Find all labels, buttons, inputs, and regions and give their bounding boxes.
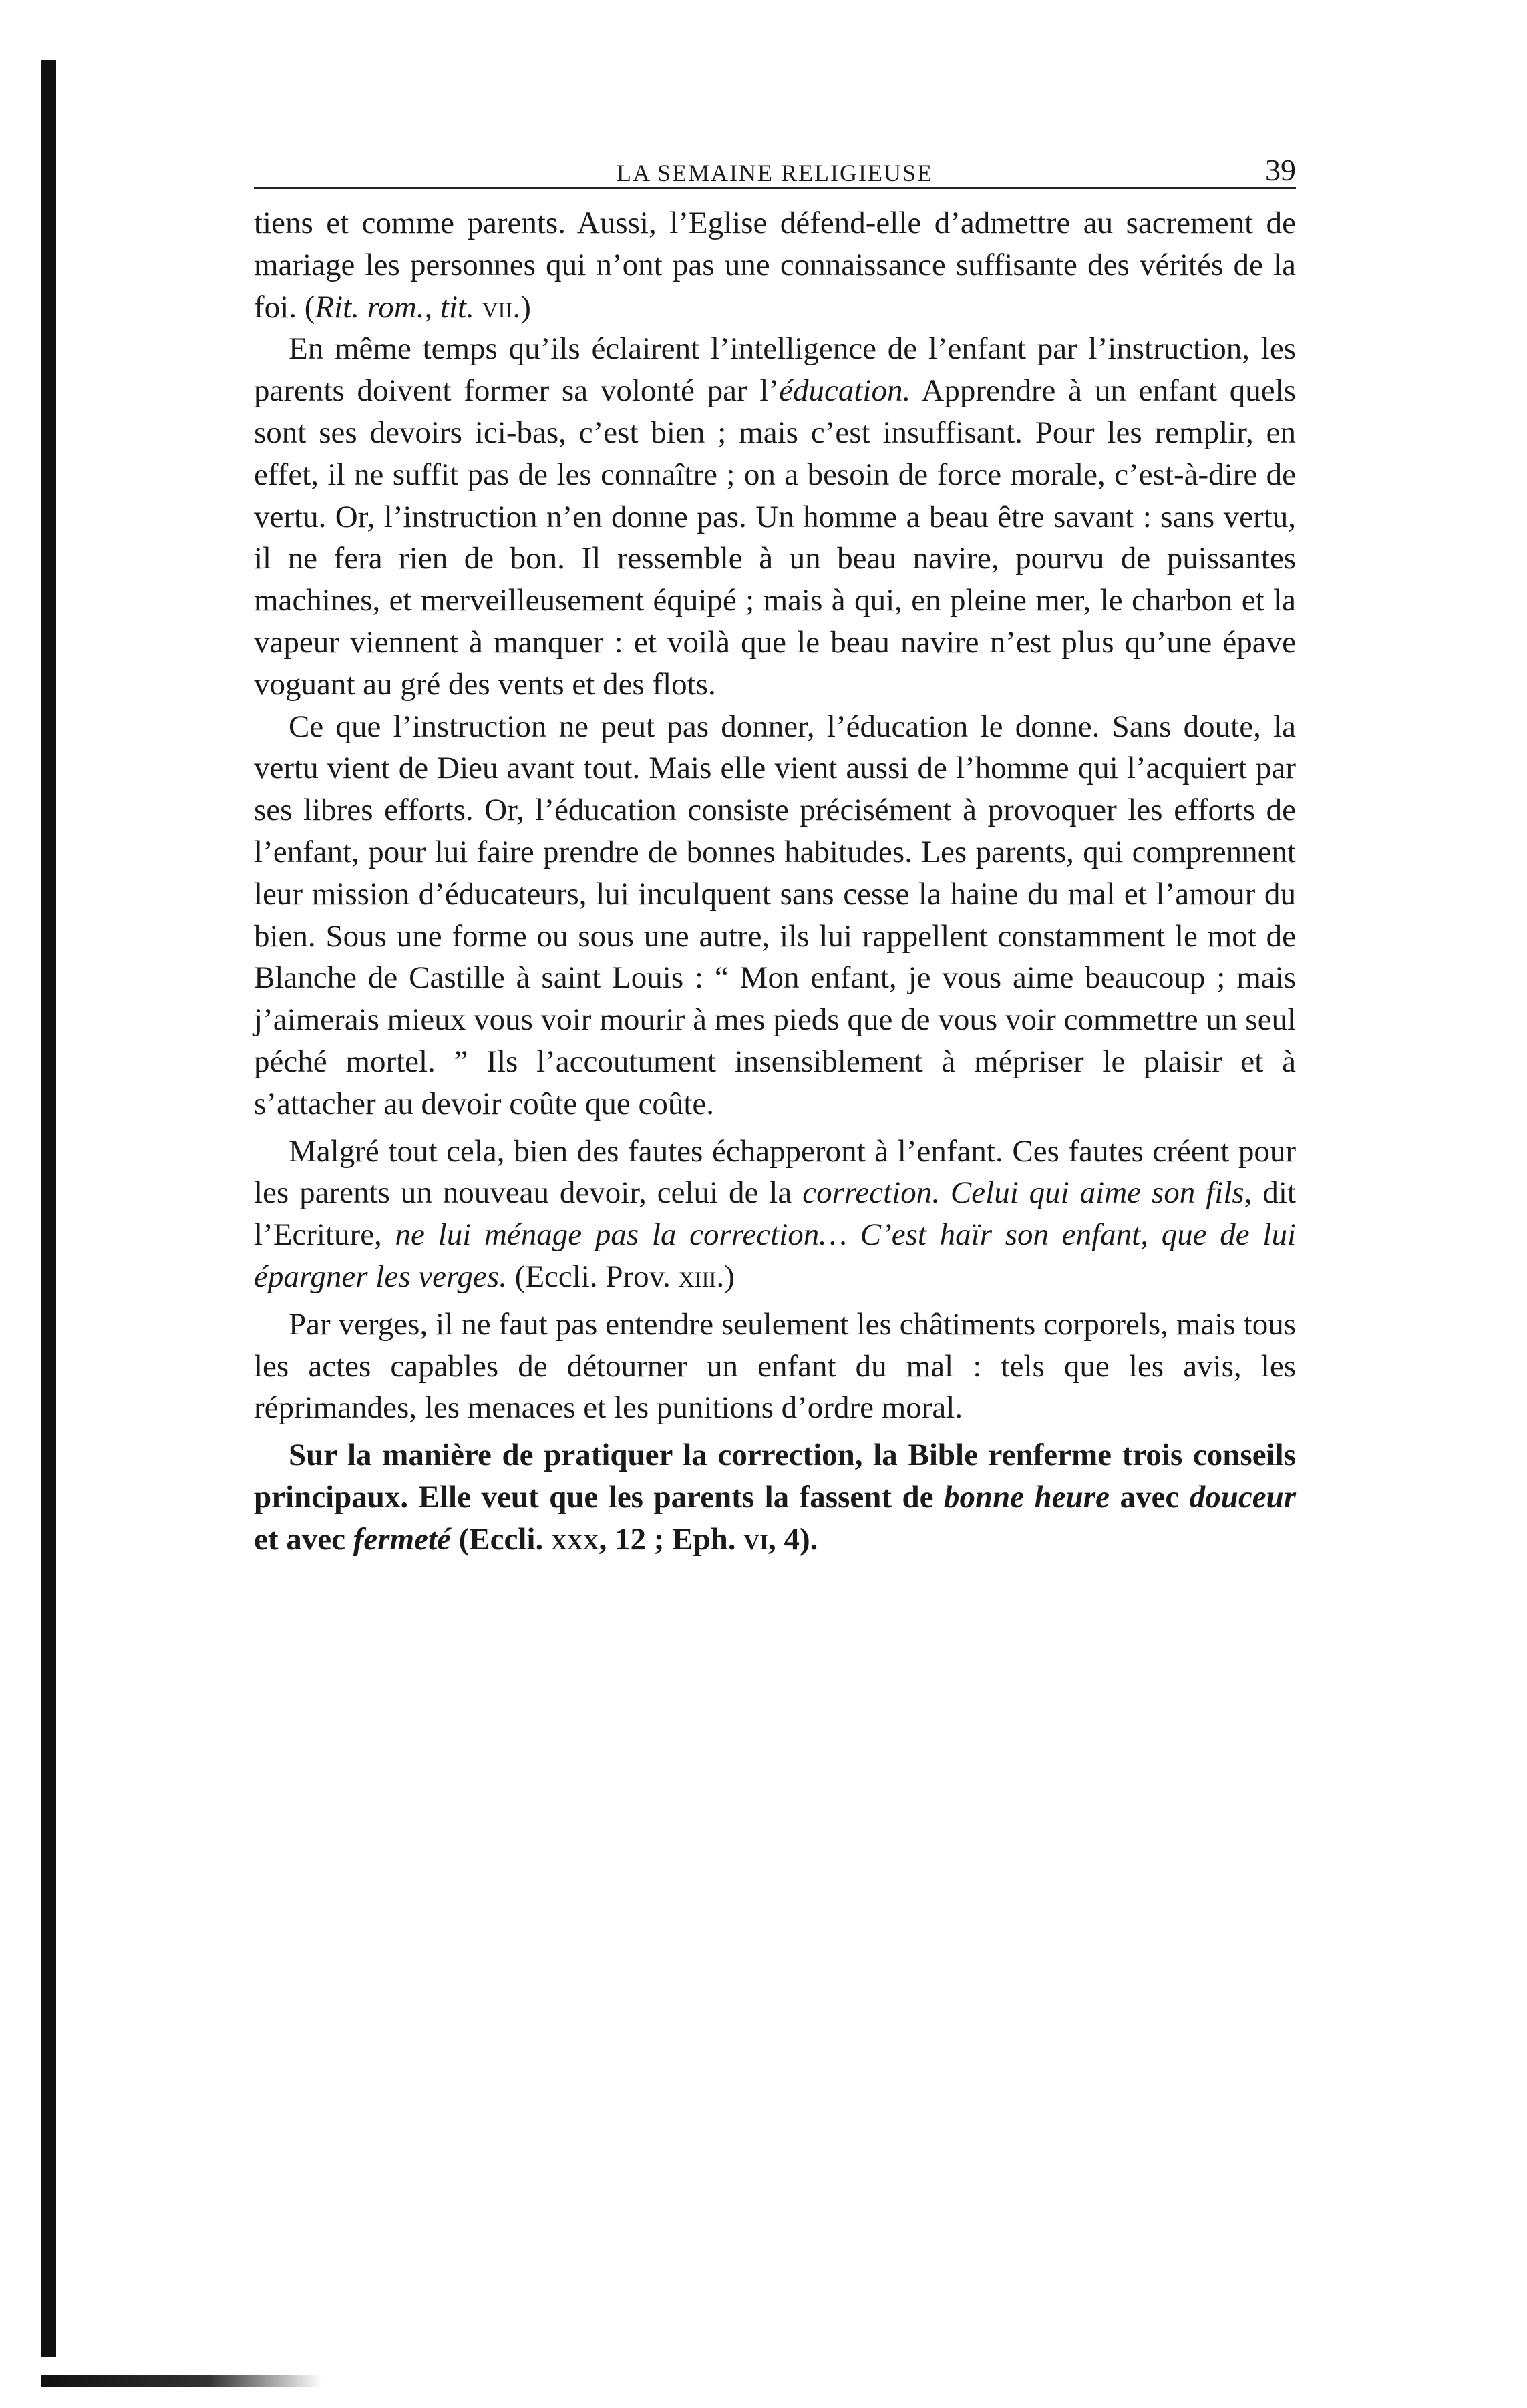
- paragraph-6-citation-number-1: xxx: [550, 1521, 599, 1557]
- paragraph-6-emphasis-1: bonne heure: [944, 1479, 1110, 1515]
- paragraph-1-citation-number: vii: [482, 289, 513, 325]
- paragraph-4-text: Malgré tout cela, bien des fautes échapperont à l’enfant. Ces fautes créent pour les parents un nouveau devoir, celui de la: [254, 1133, 1296, 1211]
- page-binding-edge: [41, 60, 56, 2357]
- paragraph-4-citation-number: xiii: [678, 1259, 717, 1294]
- paragraph-2: [254, 328, 1296, 705]
- paragraph-2-emphasis: éducation.: [779, 373, 911, 409]
- paragraph-6-text-4: (Eccli.: [450, 1521, 551, 1557]
- running-header: [254, 100, 1296, 189]
- running-title: LA SEMAINE RELIGIEUSE: [617, 160, 933, 186]
- page-number: 39: [1265, 153, 1296, 187]
- paragraph-6-emphasis-2: douceur: [1189, 1479, 1296, 1515]
- paragraph-6-text-5: , 12 ; Eph.: [599, 1521, 744, 1557]
- paragraph-6: [254, 1434, 1296, 1560]
- paragraph-1: [254, 202, 1296, 328]
- paragraph-2-text-rest: Apprendre à un enfant quels sont ses devoirs ici-bas, c’est bien ; mais c’est insuffisant. Pour les remplir, en effet, il ne suffit pas de les connaître ; on a besoin de force morale, c’est-à-dire de vertu. Or, l’instruction n’en donne pas. Un homme a beau être savant : sans vertu, il ne fera rien de bon. Il ressemble à un beau navire, pourvu de puissantes machines, et merveilleusement équipé ; mais à qui, en pleine mer, le charbon et la vapeur viennent à manquer : et voilà que le beau navire n’est plus qu’une épave voguant au gré des vents et des flots.: [254, 373, 1297, 702]
- paragraph-4-text-2: dit l’Ecriture,: [254, 1175, 1296, 1253]
- paragraph-1-citation: Rit. rom., tit.: [315, 289, 474, 325]
- paragraph-2-text: En même temps qu’ils éclairent l’intelligence de l’enfant par l’instruction, les parents doivent former sa volonté par l’: [254, 331, 1296, 409]
- paragraph-6-citation-number-2: vi: [743, 1521, 768, 1557]
- page-binding-edge-bottom: [41, 2375, 322, 2387]
- paragraph-6-emphasis-3: fermeté: [353, 1521, 451, 1557]
- paragraph-1-text: tiens et comme parents. Aussi, l’Eglise défend-elle d’admettre au sacrement de mariage les personnes qui n’ont pas une connaissance suffisante des vérités de la foi. (: [254, 206, 1296, 325]
- paragraph-4-text-3: (Eccli. Prov.: [506, 1259, 679, 1294]
- paragraph-3: Ce que l’instruction ne peut pas donner, l’éducation le donne. Sans doute, la vertu vient de Dieu avant tout. Mais elle vient aussi de l’homme qui l’acquiert par ses libres efforts. Or, l’éducation consiste précisément à provoquer les efforts de l’enfant, pour lui faire prendre de bonnes habitudes. Les parents, qui comprennent leur mission d’éducateurs, lui inculquent sans cesse la haine du mal et l’amour du bien. Sous une forme ou sous une autre, ils lui rappellent constamment le mot de Blanche de Castille à saint Louis : “ Mon enfant, je vous aime beaucoup ; mais j’aimerais mieux vous voir mourir à mes pieds que de vous voir commettre un seul péché mortel. ” Ils l’accoutument insensiblement à mépriser le plaisir et à s’attacher au devoir coûte que coûte.: [254, 709, 1296, 1121]
- book-page: [254, 100, 1296, 1561]
- paragraph-4-emphasis-2: ne lui ménage pas la correction… C’est haïr son enfant, que de lui épargner les verges.: [254, 1217, 1297, 1294]
- paragraph-5: Par verges, il ne faut pas entendre seulement les châtiments corporels, mais tous les actes capables de détourner un enfant du mal : tels que les avis, les réprimandes, les menaces et les punitions d’ordre moral.: [254, 1306, 1296, 1426]
- paragraph-1-end: .): [512, 289, 531, 325]
- paragraph-6-text: Sur la manière de pratiquer la correction, la Bible renferme trois conseils principaux. Elle veut que les parents la fassent de: [254, 1438, 1296, 1515]
- body-text: [254, 202, 1296, 1561]
- paragraph-4: [254, 1131, 1296, 1298]
- paragraph-6-text-2: avec: [1109, 1479, 1190, 1515]
- paragraph-4-emphasis-1: correction. Celui qui aime son fils,: [802, 1175, 1252, 1211]
- paragraph-4-end: .): [716, 1259, 735, 1294]
- paragraph-6-text-3: et avec: [254, 1521, 353, 1557]
- paragraph-6-end: , 4).: [768, 1521, 818, 1557]
